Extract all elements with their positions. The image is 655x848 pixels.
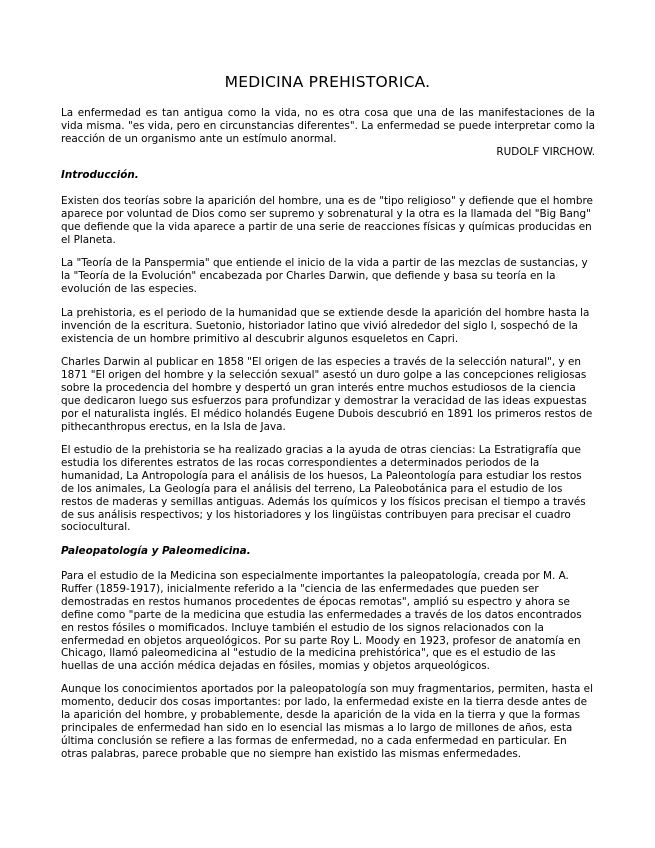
paragraph: La "Teoría de la Panspermia" que entiende el inicio de la vida a partir de las mezclas de sustancias, y la "Teoría de la Evolución" encabezada por Charles Darwin, que defiende y basa su teoría en la evolución de las especies. [61, 257, 588, 295]
paragraph: Charles Darwin al publicar en 1858 "El origen de las especies a través de la selección natural", y en 1871 "El origen del hombre y la selección sexual" asestó un duro golpe a las concepciones religiosas sobre la procedencia del hombre y despertó un gran interés entre muchos estudiosos de la ciencia que dedicaron luego sus esfuerzos para profundizar y demostrar la veracidad de las ideas expuestas por el naturalista inglés. El médico holandés Eugene Dubois descubrió en 1891 los primeros restos de pithecanthropus erectus, en la Isla de Java. [61, 356, 593, 433]
paragraph: Para el estudio de la Medicina son especialmente importantes la paleopatología, creada por M. A. Ruffer (1859-1917), inicialmente referido a la "ciencia de las enfermedades que pueden ser demostradas en restos humanos procedentes de épocas remotas", amplió su espectro y ahora se define como "parte de la medicina que estudia las enfermedades a través de los datos encontrados en restos fósiles o momificados. Incluye también el estudio de los signos relacionados con la enfermedad en objetos arqueológicos. Por su parte Roy L. Moody en 1923, profesor de anatomía en Chicago, llamó paleomedicina al "estudio de la medicina prehistórica", que es el estudio de las huellas de una acción médica dejadas en fósiles, momias y objetos arqueológicos. [61, 570, 582, 673]
section-heading-paleopatologia: Paleopatología y Paleomedicina. [61, 545, 251, 557]
epigraph-author: RUDOLF VIRCHOW. [496, 146, 595, 158]
page-title: MEDICINA PREHISTORICA. [224, 73, 431, 91]
paragraph: Aunque los conocimientos aportados por la paleopatología son muy fragmentarios, permiten, hasta el momento, deducir dos cosas importantes: por lado, la enfermedad existe en la tierra desde antes de la aparición del hombre, y probablemente, desde la aparición de la vida en la tierra y que la formas principales de enfermedad han sido en lo esencial las mismas a lo largo de millones de años, esta última conclusión se refiere a las formas de enfermedad, no a cada enfermedad en particular. En otras palabras, parece probable que no siempre han existido las mismas enfermedades. [61, 683, 593, 760]
section-heading-introduccion: Introducción. [61, 169, 139, 181]
paragraph: Existen dos teorías sobre la aparición del hombre, una es de "tipo religioso" y defiende que el hombre aparece por voluntad de Dios como ser supremo y sobrenatural y la otra es la llamada del "Big Bang" que defiende que la vida aparece a partir de una serie de reacciones físicas y químicas producidas en el Planeta. [61, 195, 593, 246]
paragraph: La prehistoria, es el periodo de la humanidad que se extiende desde la aparición del hombre hasta la invención de la escritura. Suetonio, historiador latino que vivió alrededor del siglo I, sospechó de la existencia de un hombre primitivo al descubrir algunos esqueletos en Capri. [61, 307, 590, 345]
epigraph: La enfermedad es tan antigua como la vida, no es otra cosa que una de las manifestaciones de la vida misma. "es vida, pero en circunstancias diferentes". La enfermedad se puede interpretar como la reacción de un organismo ante un estímulo anormal. [61, 107, 595, 145]
paragraph: El estudio de la prehistoria se ha realizado gracias a la ayuda de otras ciencias: La Estratigrafía que estudia los diferentes estratos de las rocas correspondientes a determinados periodos de la humanidad, La Antropología para el análisis de los huesos, La Paleontología para estudiar los restos de los animales, La Geología para el análisis del terreno, La Paleobotánica para el estudio de los restos de maderas y semillas antiguas. Además los químicos y los físicos precisan el tiempo a través de sus análisis respectivos; y los historiadores y los lingüistas contribuyen para precisar el cuadro sociocultural. [61, 444, 586, 534]
